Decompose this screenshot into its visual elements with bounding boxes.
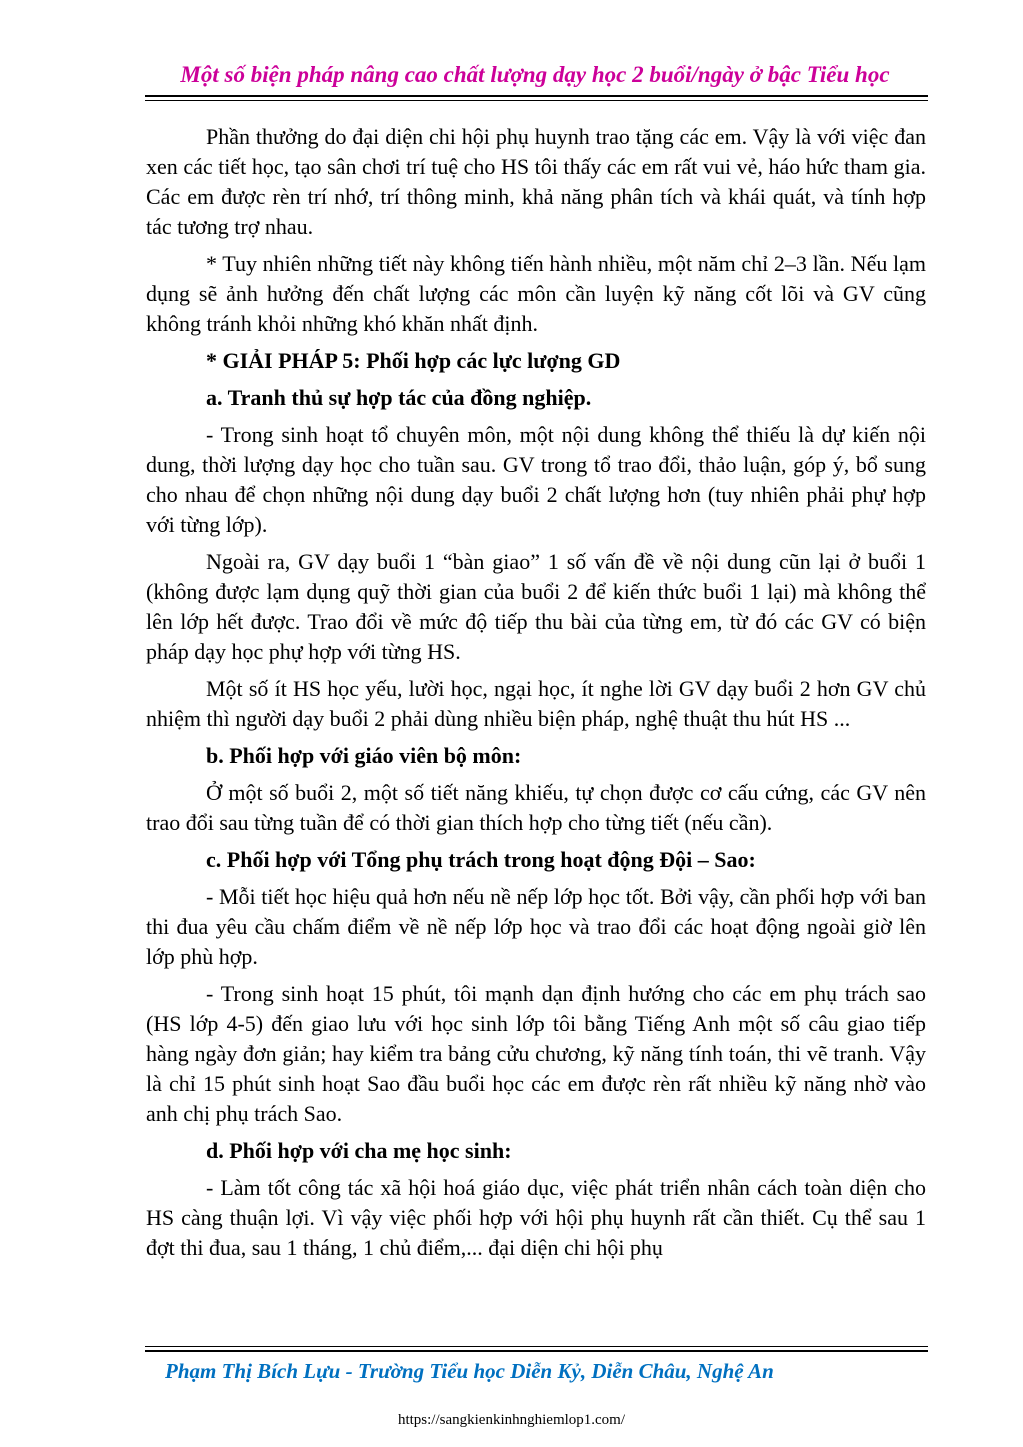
subsection-heading: d. Phối hợp với cha mẹ học sinh: (206, 1138, 512, 1163)
paragraph: * Tuy nhiên những tiết này không tiến hành nhiều, một năm chỉ 2–3 lần. Nếu lạm dụng sẽ ảnh hưởng đến chất lượng các môn cần luyện kỹ năng cốt lõi và GV cũng không tránh khỏi những khó khăn nhất định. (146, 251, 926, 336)
paragraph: Một số ít HS học yếu, lười học, ngại học, ít nghe lời GV dạy buổi 2 hơn GV chủ nhiệm thì người dạy buổi 2 phải dùng nhiều biện pháp, nghệ thuật thu hút HS ... (146, 676, 926, 731)
paragraph: - Mỗi tiết học hiệu quả hơn nếu nề nếp lớp học tốt. Bởi vậy, cần phối hợp với ban thi đua yêu cầu chấm điểm về nề nếp lớp học và trao đổi các hoạt động ngoài giờ lên lớp phù hợp. (146, 884, 926, 969)
paragraph: - Làm tốt công tác xã hội hoá giáo dục, việc phát triển nhân cách toàn diện cho HS càng thuận lợi. Vì vậy việc phối hợp với hội phụ huynh rất cần thiết. Cụ thể sau 1 đợt thi đua, sau 1 tháng, 1 chủ điểm,... đại diện chi hội phụ (146, 1175, 926, 1260)
footer-rule-thick (145, 1350, 928, 1352)
footer-author: Phạm Thị Bích Lựu - Trường Tiểu học Diễn Kỷ, Diễn Châu, Nghệ An (165, 1359, 774, 1383)
header-title: Một số biện pháp nâng cao chất lượng dạy học 2 buổi/ngày ở bậc Tiểu học (180, 62, 890, 87)
section-heading: * GIẢI PHÁP 5: Phối hợp các lực lượng GD (206, 348, 621, 373)
footer-url-link[interactable]: https://sangkienkinhnghiemlop1.com/ (397, 1412, 626, 1428)
subsection-heading: a. Tranh thủ sự hợp tác của đồng nghiệp. (206, 385, 592, 410)
header-rule-thin (145, 100, 928, 101)
subsection-heading: b. Phối hợp với giáo viên bộ môn: (206, 743, 522, 768)
footer-rule-thin (145, 1346, 928, 1347)
paragraph: Phần thưởng do đại diện chi hội phụ huynh trao tặng các em. Vậy là với việc đan xen các tiết học, tạo sân chơi trí tuệ cho HS tôi thấy các em rất vui vẻ, háo hức tham gia. Các em được rèn trí nhớ, trí thông minh, khả năng phân tích và khái quát, và tính hợp tác tương trợ nhau. (146, 124, 926, 239)
subsection-heading: c. Phối hợp với Tổng phụ trách trong hoạt động Đội – Sao: (206, 847, 756, 872)
paragraph: Ngoài ra, GV dạy buổi 1 “bàn giao” 1 số vấn đề về nội dung cũn lại ở buổi 1 (không được lạm dụng quỹ thời gian của buổi 2 để kiến thức buổi 1 lại) mà không thể lên lớp hết được. Trao đổi về mức độ tiếp thu bài của từng em, từ đó các GV có biện pháp dạy học phự hợp với từng HS. (146, 549, 926, 664)
document-body (146, 122, 926, 1270)
paragraph: - Trong sinh hoạt 15 phút, tôi mạnh dạn định hướng cho các em phụ trách sao (HS lớp 4-5) đến giao lưu với học sinh lớp tôi bằng Tiếng Anh một số câu giao tiếp hàng ngày đơn giản; hay kiểm tra bảng cửu chương, kỹ năng tính toán, thi vẽ tranh. Vậy là chỉ 15 phút sinh hoạt Sao đầu buổi học các em được rèn rất nhiều kỹ năng nhờ vào anh chị phụ trách Sao. (146, 981, 926, 1126)
paragraph: - Trong sinh hoạt tổ chuyên môn, một nội dung không thể thiếu là dự kiến nội dung, thời lượng dạy học cho tuần sau. GV trong tổ trao đổi, thảo luận, góp ý, bổ sung cho nhau để chọn những nội dung dạy buổi 2 chất lượng hơn (tuy nhiên phải phự hợp với từng lớp). (146, 422, 926, 537)
header-rule-thick (145, 95, 928, 97)
paragraph: Ở một số buổi 2, một số tiết năng khiếu, tự chọn được cơ cấu cứng, các GV nên trao đổi sau từng tuần để có thời gian thích hợp cho từng tiết (nếu cần). (146, 780, 926, 835)
